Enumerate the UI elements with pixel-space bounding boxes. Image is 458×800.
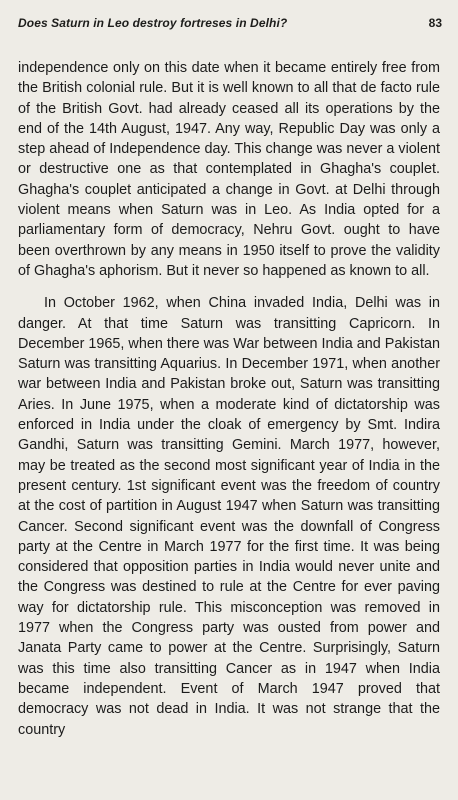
- body-text: [18, 58, 440, 740]
- running-title: Does Saturn in Leo destroy fortreses in Delhi?: [18, 16, 288, 30]
- running-header: [18, 16, 442, 36]
- paragraph: In October 1962, when China invaded India, Delhi was in danger. At that time Saturn was transitting Capricorn. In December 1965, when there was War between India and Pakistan Saturn was transitting Aquarius. In December 1971, when another war between India and Pakistan broke out, Saturn was transitting Aries. In June 1975, when a moderate kind of dictatorship was enforced in India under the cloak of emergency by Smt. Indira Gandhi, Saturn was transitting Gemini. March 1977, however, may be treated as the second most significant year of India in the present century. 1st significant event was the freedom of country at the cost of partition in August 1947 when Saturn was transitting Cancer. Second significant event was the downfall of Congress party at the Centre in March 1977 for the first time. It was being considered that opposition parties in India would never unite and the Congress was destined to rule at the Centre for ever paving way for dictatorship rule. This misconception was removed in 1977 when the Congress party was ousted from power and Janata Party came to power at the Centre. Surprisingly, Saturn was this time also transitting Cancer as in 1947 when India became independent. Event of March 1947 proved that democracy was not dead in India. It was not strange that the country: [18, 295, 440, 738]
- page-number: 83: [428, 16, 442, 30]
- paragraph-continued: independence only on this date when it became entirely free from the British colonial rule. But it is well known to all that de facto rule of the British Govt. had already ceased all its operations by the end of the 14th August, 1947. Any way, Republic Day was only a step ahead of Independence day. This change was never a violent or destructive one as that contemplated in Ghagha's couplet. Ghagha's couplet anticipated a change in Govt. at Delhi through violent means when Saturn was in Leo. As India opted for a parliamentary form of democracy, Nehru Govt. ought to have been overthrown by any means in 1950 itself to prove the validity of Ghagha's aphorism. But it never so happened as known to all.: [18, 60, 440, 279]
